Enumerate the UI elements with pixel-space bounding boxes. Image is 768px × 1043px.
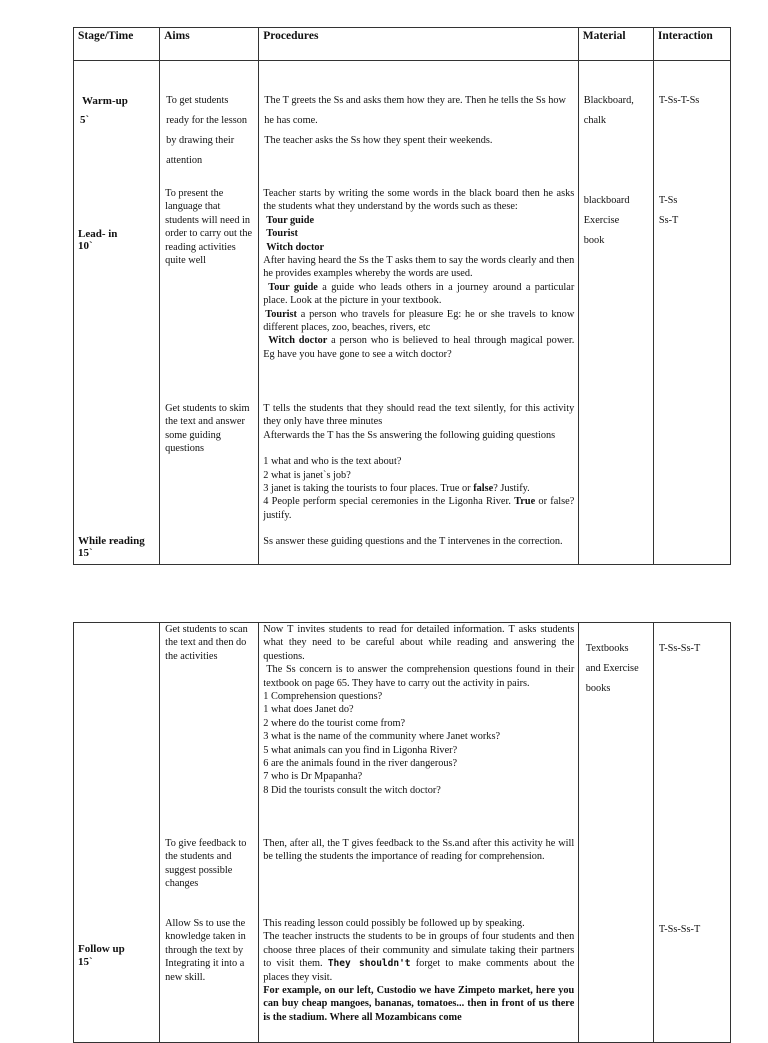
p-text: forget to make comments about the places they visit. (263, 958, 575, 983)
header-stage-time (74, 28, 160, 61)
q-text: 3 janet is taking the tourists to four places. True or (263, 483, 474, 495)
while-aims: Get students to skim the text and answer some guiding questions (165, 403, 250, 455)
q-text: or false? justify. (263, 496, 575, 521)
header-label: Material (582, 30, 626, 42)
leadin-def-2 (263, 308, 574, 335)
detail-p2: The Ss concern is to answer the comprehension questions found in their textbook on page 65. They have to carry out the activity in pairs. (263, 664, 575, 689)
followup-procedures (263, 917, 574, 1024)
detail-q7: 7 who is Dr Mpapanha? (263, 771, 363, 783)
while-q3 (263, 482, 574, 495)
def-text: a person who travels for pleasure Eg: he or she travels to know different places, zoo, beaches, rivers, etc (263, 308, 575, 334)
interaction-line: T-Ss (658, 195, 678, 206)
header-label: Aims (164, 30, 190, 42)
leadin-intro: Teacher starts by writing the some words in the black board then he asks the students what they understand by the words such as these: (263, 188, 575, 213)
p-text: The teacher instructs the students to be in groups of four students and then choose three places of their community and simulate taking their partners to visit them. (263, 931, 575, 970)
table-row (74, 623, 731, 1043)
warmup-proc-2: The teacher asks the Ss how they spent their weekends. (264, 135, 493, 146)
while-p1: T tells the students that they should read the text silently, for this activity they only have three minutes (263, 403, 575, 428)
followup-interaction: T-Ss-Ss-T (658, 924, 701, 935)
def-term: Tourist (265, 308, 297, 320)
header-interaction (653, 28, 730, 61)
detail-procedures (263, 623, 574, 797)
leadin-aims: To present the language that students will need in order to carry out the reading activities quite well (165, 188, 253, 267)
header-label: Procedures (263, 30, 319, 42)
leadin-after: After having heard the Ss the T asks them to say the words clearly and then he provides examples whereby the words are used. (263, 255, 575, 280)
table-row (74, 61, 731, 565)
detail-q3: 3 what is the name of the community where Janet works? (263, 731, 501, 743)
header-label: Interaction (657, 30, 713, 42)
material-cell (578, 61, 653, 565)
leadin-def-3 (263, 334, 574, 361)
detail-material (586, 639, 658, 699)
q-answer: True (514, 496, 536, 508)
def-term: Tour guide (268, 281, 318, 293)
leadin-material (584, 191, 656, 251)
material-line: book (583, 235, 605, 246)
followup-p3: For example, on our left, Custodio we have Zimpeto market, here you can buy cheap mangoes, bananas, tomatoes... then in front of us there is the stadium. Where all Mozambicans come (263, 985, 575, 1023)
q-text: 4 People perform special ceremonies in the Ligonha River. (263, 496, 515, 508)
leadin-stage: Lead- in (78, 228, 118, 240)
header-row (74, 28, 731, 61)
detail-p1: Now T invites students to read for detailed information. T asks students what they need to be careful about while reading and answering the questions. (263, 624, 575, 662)
feedback-procedures: Then, after all, the T gives feedback to the Ss.and after this activity he will be telling the students the importance of reading for comprehension. (263, 838, 575, 863)
aims-cell (160, 61, 259, 565)
detail-interaction: T-Ss-Ss-T (658, 643, 701, 654)
q-text: ? Justify. (493, 483, 530, 495)
leadin-interaction (659, 191, 678, 231)
def-text: a guide who leads others in a journey around a particular place. Look at the picture in your textbook. (263, 281, 575, 307)
leadin-time: 10` (78, 240, 93, 252)
material-line: and Exercise (585, 663, 639, 674)
while-p2: Afterwards the T has the Ss answering the following guiding questions (263, 429, 556, 441)
interaction-line: Ss-T (658, 215, 679, 226)
lesson-plan-table-2 (73, 622, 731, 1043)
warmup-stage: Warm-up (82, 95, 128, 107)
warmup-time: 5` (80, 114, 90, 126)
procedures-cell (259, 61, 578, 565)
followup-time: 15` (78, 956, 93, 968)
warmup-aims: To get students ready for the lesson by drawing their attention (166, 95, 248, 166)
while-procedures (263, 402, 574, 549)
procedures-cell (259, 623, 578, 1043)
leadin-word-2: Tourist (266, 228, 298, 240)
header-material (578, 28, 653, 61)
header-label: Stage/Time (78, 30, 134, 42)
detail-q1: 1 what does Janet do? (263, 704, 354, 716)
def-text: a person who is believed to heal through magical power. Eg have you have gone to see a witch doctor? (263, 335, 575, 360)
p-bold: They shouldn't (327, 958, 411, 970)
material-line: books (585, 683, 611, 694)
spacer (263, 442, 574, 455)
header-aims (160, 28, 259, 61)
detail-aims: Get students to scan the text and then do the activities (165, 624, 248, 662)
followup-p1: This reading lesson could possibly be followed up by speaking. (263, 918, 525, 929)
followup-p2 (263, 930, 574, 984)
material-line: blackboard (583, 195, 630, 206)
stage-time-cell (74, 623, 160, 1043)
leadin-word-3: Witch doctor (266, 241, 325, 253)
followup-aims: Allow Ss to use the knowledge taken in through the text by Integrating it into a new skill. (165, 918, 246, 983)
warmup-procedures (264, 91, 575, 151)
interaction-cell (653, 61, 730, 565)
lesson-plan-table-1 (73, 27, 731, 565)
while-time: 15` (78, 547, 93, 559)
detail-q2: 2 where do the tourist come from? (263, 717, 406, 729)
while-q1: 1 what and who is the text about? (263, 456, 402, 468)
while-p3: Ss answer these guiding questions and the T intervenes in the correction. (263, 536, 563, 548)
interaction-cell (653, 623, 730, 1043)
followup-stage: Follow up (78, 943, 125, 955)
warmup-material: Blackboard, chalk (583, 95, 634, 126)
stage-time-cell (74, 61, 160, 565)
material-line: Exercise (583, 215, 620, 226)
while-q2: 2 what is janet`s job? (263, 469, 351, 481)
aims-cell (160, 623, 259, 1043)
material-cell (578, 623, 653, 1043)
while-stage: While reading (78, 535, 145, 547)
detail-heading: 1 Comprehension questions? (263, 691, 383, 703)
warmup-proc-1: The T greets the Ss and asks them how they are. Then he tells the Ss how he has come. (264, 95, 566, 126)
spacer (263, 522, 574, 535)
feedback-aims: To give feedback to the students and suggest possible changes (165, 838, 247, 890)
def-term: Witch doctor (268, 335, 328, 347)
leadin-procedures (263, 187, 574, 361)
warmup-interaction: T-Ss-T-Ss (658, 95, 700, 106)
q-answer: false (473, 483, 494, 495)
leadin-def-1 (263, 281, 574, 308)
leadin-word-1: Tour guide (266, 214, 315, 226)
detail-q8: 8 Did the tourists consult the witch doctor? (263, 784, 441, 796)
detail-q5: 5 what animals can you find in Ligonha River? (263, 744, 458, 756)
header-procedures (259, 28, 578, 61)
material-line: Textbooks (585, 643, 629, 654)
detail-q6: 6 are the animals found in the river dangerous? (263, 758, 458, 770)
while-q4 (263, 495, 574, 522)
